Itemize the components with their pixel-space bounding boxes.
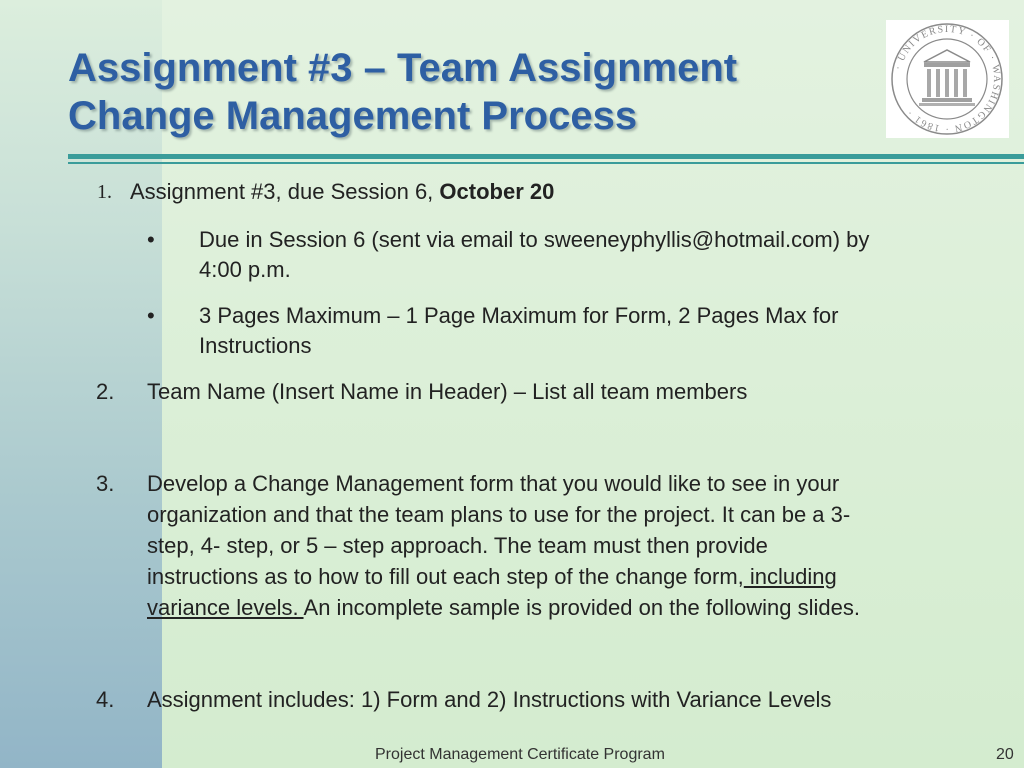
bullet-1-marker: • (147, 227, 155, 252)
title-line-2: Change Management Process (68, 94, 638, 138)
item-3-line-2: organization and that the team plans to use for the project. It can be a 3- (147, 502, 851, 527)
item-3-line-4-text: instructions as to how to fill out each step of the change form, (147, 564, 744, 589)
item-1-label: Assignment #3, due Session 6, (130, 179, 440, 204)
bullet-2-line-2: Instructions (199, 333, 312, 358)
item-3-line-1: Develop a Change Management form that you would like to see in your (147, 471, 840, 496)
item-1-text (130, 177, 554, 207)
item-3-line-5 (147, 593, 860, 623)
title-line-1: Assignment #3 – Team Assignment (68, 46, 738, 90)
svg-text:· UNIVERSITY · OF · WASHINGTON: · UNIVERSITY · OF · WASHINGTON · 1861 · (892, 23, 1003, 135)
item-3-line-4 (147, 562, 837, 592)
item-4-text: Assignment includes: 1) Form and 2) Instructions with Variance Levels (147, 687, 832, 712)
item-4-number: 4. (96, 687, 115, 712)
footer-page-number: 20 (996, 746, 1014, 763)
item-3-line-5-text: An incomplete sample is provided on the following slides. (303, 595, 860, 620)
bullet-2-marker: • (147, 303, 155, 328)
item-3-line-3: step, 4- step, or 5 – step approach. The team must then provide (147, 533, 768, 558)
item-1-due-date: October 20 (439, 179, 555, 204)
item-3-number: 3. (96, 471, 115, 496)
item-3-underlined-variance: variance levels. (147, 595, 304, 620)
footer-program-name: Project Management Certificate Program (375, 746, 665, 763)
item-2-number: 2. (96, 379, 115, 404)
item-3-underlined-including: including (743, 564, 837, 589)
bullet-1-line-1: Due in Session 6 (sent via email to sweeneyphyllis@hotmail.com) by (199, 227, 870, 252)
bullet-2-line-1: 3 Pages Maximum – 1 Page Maximum for Form, 2 Pages Max for (199, 303, 839, 328)
item-1-number: 1. (97, 181, 112, 203)
bullet-1-line-2: 4:00 p.m. (199, 257, 291, 282)
item-2-text: Team Name (Insert Name in Header) – List all team members (147, 379, 748, 404)
